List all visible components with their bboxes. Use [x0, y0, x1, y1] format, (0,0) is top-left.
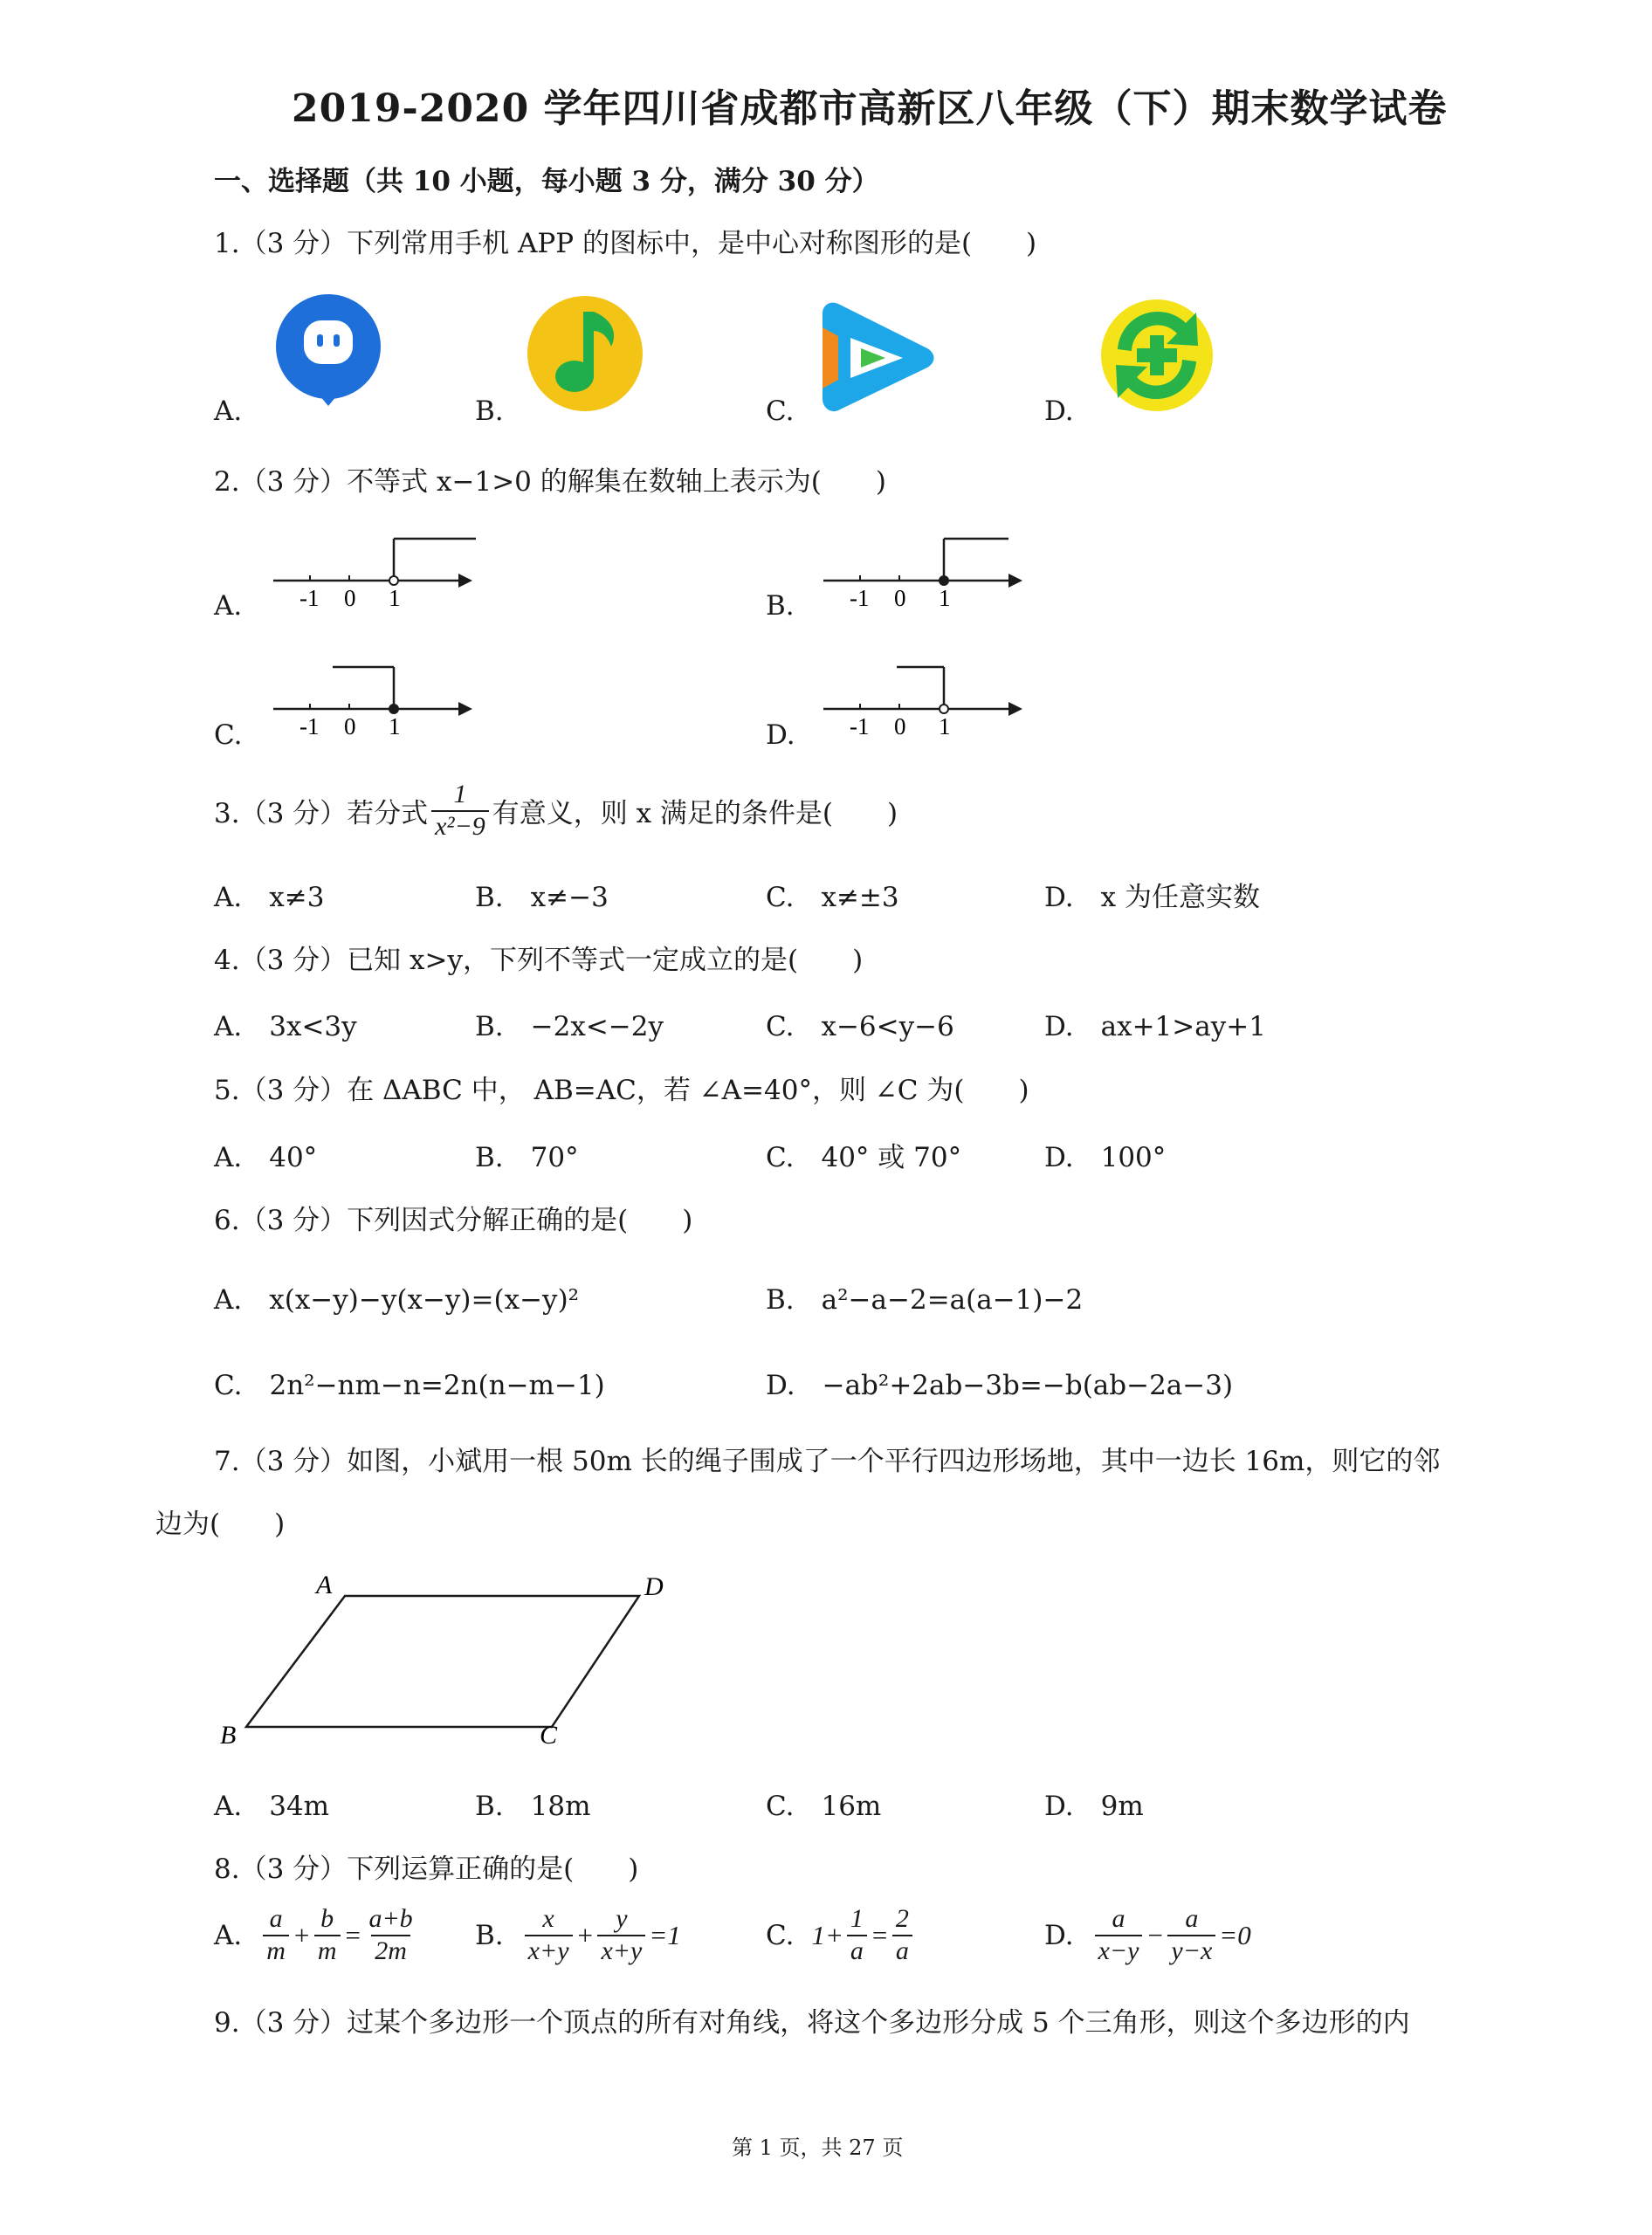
- question-2-stem: 2.（3 分）不等式 x−1>0 的解集在数轴上表示为( ): [214, 466, 886, 498]
- numerator: b: [320, 1904, 334, 1933]
- q2-option-d-label: D.: [766, 719, 795, 751]
- q8-option-c: [766, 1904, 916, 1966]
- vertex-label: D: [644, 1572, 664, 1601]
- q3-option-a: A. x≠3: [214, 882, 325, 913]
- fraction: [1095, 1904, 1143, 1966]
- q3-frac-num: 1: [453, 780, 467, 808]
- q8-option-c-label: C.: [766, 1919, 795, 1951]
- vertex-label: B: [220, 1721, 237, 1750]
- q6-option-a: A. x(x−y)−y(x−y)=(x−y)²: [214, 1284, 580, 1316]
- tick-label: 0: [894, 585, 906, 611]
- denominator: a: [847, 1935, 867, 1967]
- parallelogram-figure: [210, 1567, 681, 1759]
- q1-option-d-label: D.: [1044, 395, 1074, 427]
- page-footer: 第 1 页，共 27 页: [732, 2135, 904, 2160]
- q2-number-line-a: [266, 528, 485, 624]
- q6-option-c: C. 2n²−nm−n=2n(n−m−1): [214, 1370, 605, 1401]
- q4-option-c: C. x−6<y−6: [766, 1011, 954, 1042]
- q5-option-a: A. 40°: [214, 1142, 318, 1173]
- q2-number-line-c: [266, 657, 485, 753]
- operator: =1: [649, 1919, 681, 1950]
- operator: 1+: [811, 1919, 843, 1950]
- tick-label: 0: [344, 713, 356, 739]
- question-7-stem-line2: 边为( ): [155, 1509, 286, 1540]
- q5-option-b: B. 70°: [475, 1142, 579, 1173]
- operator: +: [292, 1919, 311, 1950]
- numerator: a: [269, 1904, 283, 1933]
- q6-option-b: B. a²−a−2=a(a−1)−2: [766, 1284, 1084, 1316]
- music-app-icon: [524, 292, 646, 415]
- tick-label: 0: [894, 713, 906, 739]
- q3-option-b: B. x≠−3: [475, 882, 609, 913]
- video-app-icon: [812, 292, 943, 415]
- q3-suffix: 有意义，则 x 满足的条件是( ): [492, 798, 898, 829]
- tick-label: 1: [389, 713, 401, 739]
- q8-option-a-label: A.: [214, 1919, 243, 1951]
- numerator: 1: [850, 1904, 864, 1933]
- numerator: 2: [895, 1904, 909, 1933]
- q8-option-b-label: B.: [475, 1919, 504, 1951]
- question-3-stem: [214, 780, 898, 842]
- q3-fraction: [431, 780, 489, 842]
- q7-option-a: A. 34m: [214, 1791, 330, 1822]
- numerator: x: [542, 1904, 554, 1933]
- q3-prefix: 3.（3 分）若分式: [214, 798, 429, 829]
- question-6-stem: 6.（3 分）下列因式分解正确的是( ): [214, 1205, 693, 1236]
- q1-option-c-label: C.: [766, 395, 795, 427]
- q6-option-d: D. −ab²+2ab−3b=−b(ab−2a−3): [766, 1370, 1234, 1401]
- tick-label: -1: [850, 585, 870, 611]
- fraction: [892, 1904, 912, 1966]
- fraction: [847, 1904, 867, 1966]
- tick-label: 0: [344, 585, 356, 611]
- tick-label: 1: [939, 713, 951, 739]
- q3-option-c: C. x≠±3: [766, 882, 899, 913]
- q4-option-a: A. 3x<3y: [214, 1011, 357, 1042]
- chat-app-icon: [273, 292, 387, 410]
- fraction: [263, 1904, 289, 1966]
- q2-option-a-label: A.: [214, 590, 243, 622]
- q7-option-b: B. 18m: [475, 1791, 591, 1822]
- denominator: m: [263, 1935, 289, 1967]
- fraction: [1167, 1904, 1215, 1966]
- tick-label: -1: [850, 713, 870, 739]
- question-4-stem: 4.（3 分）已知 x>y，下列不等式一定成立的是( ): [214, 945, 864, 976]
- tick-label: 1: [939, 585, 951, 611]
- operator: +: [575, 1919, 595, 1950]
- q3-option-d: D. x 为任意实数: [1044, 882, 1260, 913]
- q5-option-c: C. 40° 或 70°: [766, 1142, 962, 1173]
- q5-option-d: D. 100°: [1044, 1142, 1167, 1173]
- denominator: y−x: [1167, 1935, 1215, 1967]
- denominator: a: [892, 1935, 912, 1967]
- q8-option-a: [214, 1904, 420, 1966]
- section-heading: 一、选择题（共 10 小题，每小题 3 分，满分 30 分）: [214, 166, 879, 197]
- question-7-stem-line1: 7.（3 分）如图，小斌用一根 50m 长的绳子围成了一个平行四边形场地，其中一边长 16m，则它的邻: [214, 1446, 1441, 1477]
- denominator: 2m: [371, 1935, 410, 1967]
- vertex-label: C: [540, 1721, 558, 1750]
- operator: −: [1146, 1919, 1165, 1950]
- q2-option-c-label: C.: [214, 719, 243, 751]
- numerator: a: [1112, 1904, 1125, 1933]
- q4-option-d: D. ax+1>ay+1: [1044, 1011, 1266, 1042]
- fraction: [365, 1904, 416, 1966]
- operator: =0: [1219, 1919, 1251, 1950]
- denominator: x+y: [525, 1935, 573, 1967]
- operator: =: [870, 1919, 889, 1950]
- numerator: a: [1185, 1904, 1199, 1933]
- tick-label: 1: [389, 585, 401, 611]
- q7-option-d: D. 9m: [1044, 1791, 1144, 1822]
- tick-label: -1: [299, 713, 320, 739]
- denominator: x+y: [597, 1935, 645, 1967]
- question-8-stem: 8.（3 分）下列运算正确的是( ): [214, 1853, 639, 1885]
- operator: =: [343, 1919, 362, 1950]
- q1-option-a-label: A.: [214, 395, 243, 427]
- numerator: a+b: [368, 1904, 413, 1933]
- q7-option-c: C. 16m: [766, 1791, 882, 1822]
- question-5-stem: 5.（3 分）在 ΔABC 中， AB=AC，若 ∠A=40°，则 ∠C 为( ): [214, 1075, 1029, 1106]
- denominator: x−y: [1095, 1935, 1143, 1967]
- q3-frac-den: x²−9: [431, 810, 489, 842]
- q2-option-b-label: B.: [766, 590, 795, 622]
- fraction: [525, 1904, 573, 1966]
- security-app-icon: [1098, 297, 1215, 414]
- q4-option-b: B. −2x<−2y: [475, 1011, 664, 1042]
- vertex-label: A: [316, 1571, 333, 1599]
- q8-option-b: [475, 1904, 681, 1966]
- q2-number-line-b: [816, 528, 1035, 624]
- question-1-stem: 1.（3 分）下列常用手机 APP 的图标中，是中心对称图形的是( ): [214, 228, 1037, 259]
- numerator: y: [616, 1904, 628, 1933]
- denominator: m: [314, 1935, 341, 1967]
- fraction: [597, 1904, 645, 1966]
- tick-label: -1: [299, 585, 320, 611]
- page-title: 2019-2020 学年四川省成都市高新区八年级（下）期末数学试卷: [292, 86, 1448, 131]
- q2-number-line-d: [816, 657, 1035, 753]
- question-9-stem: 9.（3 分）过某个多边形一个顶点的所有对角线，将这个多边形分成 5 个三角形，则这个多边形的内: [214, 2007, 1410, 2039]
- q8-option-d-label: D.: [1044, 1919, 1074, 1951]
- q1-option-b-label: B.: [475, 395, 504, 427]
- fraction: [314, 1904, 341, 1966]
- q8-option-d: [1044, 1904, 1251, 1966]
